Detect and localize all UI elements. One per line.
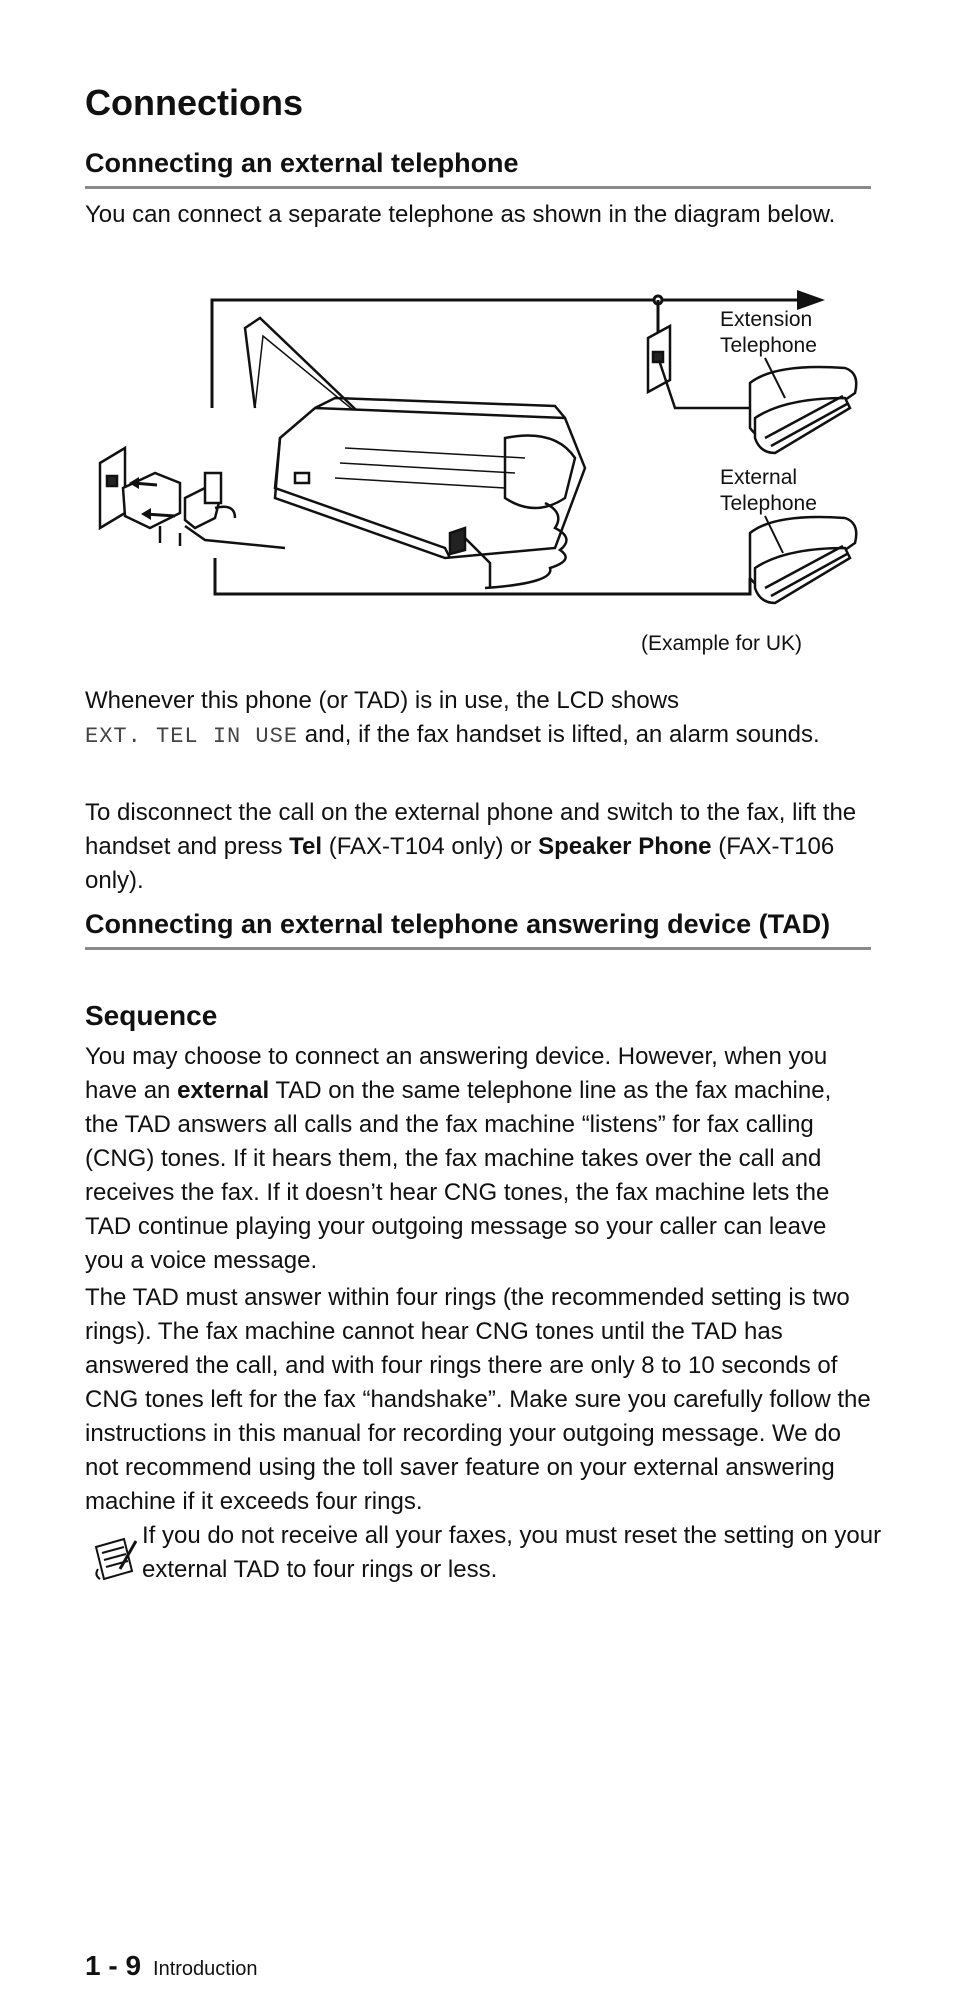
sequence-p1-pre: You may choose to connect an answering device. However, when you have an	[85, 1043, 828, 1104]
external-telephone-icon	[750, 517, 856, 603]
intro-paragraph: You can connect a separate telephone as shown in the diagram below.	[85, 201, 836, 228]
lcd-paragraph-pre: Whenever this phone (or TAD) is in use, the LCD shows	[85, 687, 680, 714]
chapter-name: Introduction	[153, 1958, 258, 1980]
diagram-caption: (Example for UK)	[641, 632, 803, 655]
sequence-p1-post: TAD on the same telephone line as the fax machine, the TAD answers all calls and the fax machine “listens” for fax calling (CNG) tones. If it hears them, the fax machine takes over the call and receives the fax. If it doesn’t hear CNG tones, the fax machine lets the TAD continue playing your outgoing message so your caller can leave you a voice message.	[85, 1077, 832, 1274]
page-footer	[85, 1950, 258, 1982]
tel-key-label: Tel	[289, 833, 323, 860]
page-heading: Connections	[85, 82, 304, 123]
plug-adapter-icon	[123, 473, 235, 528]
connection-diagram	[85, 288, 871, 668]
subsection-title-sequence: Sequence	[85, 1000, 218, 1031]
lcd-message: EXT. TEL IN USE	[85, 724, 299, 749]
sequence-paragraph-1	[85, 1040, 871, 1278]
lcd-paragraph-post: and, if the fax handset is lifted, an alarm sounds.	[298, 721, 820, 748]
section-title-external-telephone: Connecting an external telephone	[85, 147, 871, 189]
label-extension-line2: Telephone	[720, 334, 817, 357]
wall-jack-icon	[100, 448, 125, 528]
arrow-right-icon	[797, 290, 825, 310]
label-external-line1: External	[720, 466, 798, 489]
sequence-p1-bold: external	[177, 1077, 270, 1104]
speaker-phone-key-label: Speaker Phone	[538, 833, 712, 860]
fax-machine-icon	[245, 318, 585, 558]
label-external-line2: Telephone	[720, 492, 817, 515]
disconnect-text-pre: To disconnect the call on the external phone and switch to the fax, lift the handset and press	[85, 799, 857, 860]
disconnect-text-post: (FAX-T106 only).	[85, 833, 835, 894]
section-title-tad: Connecting an external telephone answering device (TAD)	[85, 908, 871, 950]
page-number: 1 - 9	[85, 1950, 142, 1981]
disconnect-text-mid: (FAX-T104 only) or	[322, 833, 539, 860]
note-pad-icon	[90, 1535, 140, 1585]
note-text: If you do not receive all your faxes, you must reset the setting on your external TAD to four rings or less.	[142, 1522, 882, 1583]
disconnect-paragraph	[85, 796, 871, 898]
line-to-external	[215, 558, 750, 594]
lcd-paragraph	[85, 684, 871, 754]
label-extension-line1: Extension	[720, 308, 813, 331]
sequence-paragraph-2: The TAD must answer within four rings (the recommended setting is two rings). The fax machine cannot hear CNG tones until the TAD has answered the call, and with four rings there are only 8 to 10 seconds of CNG tones left for the fax “handshake”. Make sure you carefully follow the instructions in this manual for recording your outgoing message. We do not recommend using the toll saver feature on your external answering machine if it exceeds four rings.	[85, 1284, 871, 1515]
extension-telephone-icon	[750, 367, 856, 453]
